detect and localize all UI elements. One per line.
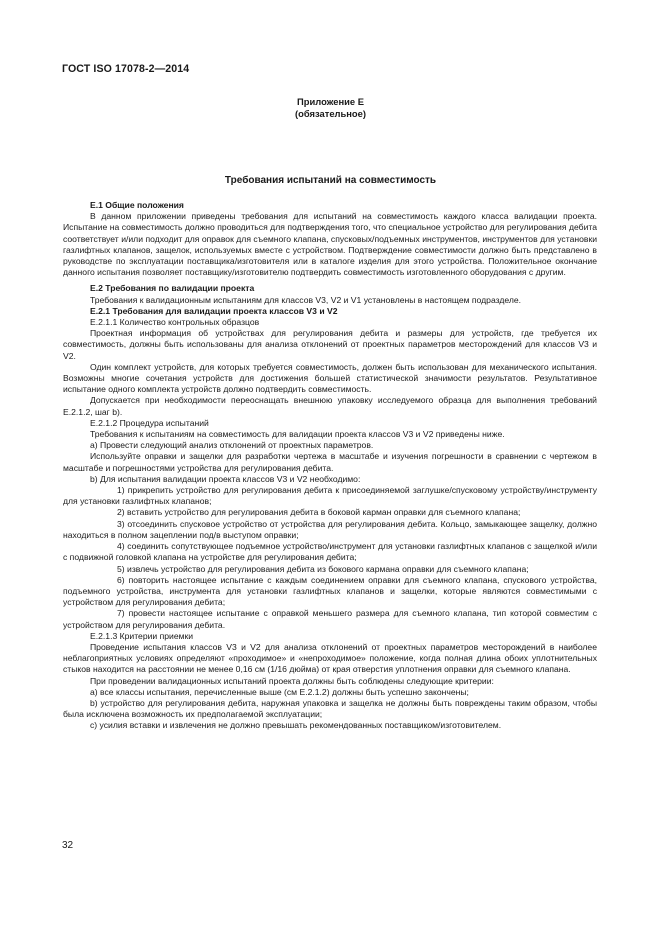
paragraph: Проектная информация об устройствах для регулирования дебита и размеры для устройств, где требуется их совместимость, должны быть использованы для анализа отклонений от проектных параметров месторождений для классов V3 и V2.	[63, 328, 597, 361]
paragraph: В данном приложении приведены требования для испытаний на совместимость каждого класса валидации проекта. Испытание на совместимость должно проводиться для подтверждения того, что специальное устройство для регулирования дебита соответствует и/или подходит для оправок для съемного клапана, спусковых/подъемных инструментов, инструментов для установки газлифтных клапанов, защелок, используемых вместе с устройством. Подтверждение совместимости должно быть представлено в руководстве по эксплуатации поставщика/изготовителя или в каталоге изделия для этого устройства. Положительное окончание данного испытания позволяет поставщику/изготовителю подтвердить совместимость изготовленного оборудования с другим.	[63, 211, 597, 278]
paragraph: Проведение испытания классов V3 и V2 для анализа отклонений от проектных параметров месторождений в наиболее неблагоприятных условиях определяют «проходимое» и «непроходимое» положение, когда полная длина обоих уплотнительных стыков находится на расстоянии не менее 0,16 см (1/16 дюйма) от края отверстия уплотнения оправки для съемного клапана.	[63, 641, 597, 675]
paragraph: Требования к валидационным испытаниям для классов V3, V2 и V1 установлены в настоящем подразделе.	[90, 294, 522, 305]
subheading-e213: Е.2.1.3 Критерии приемки	[90, 630, 194, 641]
step-1: 1) прикрепить устройство для регулирования дебита к присоединяемой заглушке/спусковому устройству/инструменту для установки газлифтных клапанов;	[63, 485, 597, 507]
step-2: 2) вставить устройство для регулирования дебита в боковой карман оправки для съемного клапана;	[117, 507, 521, 518]
criterion-c: с) усилия вставки и извлечения не должно превышать рекомендованных поставщиком/изготовителем.	[90, 720, 502, 731]
heading-e2: Е.2 Требования по валидации проекта	[90, 283, 255, 294]
subheading-e212: Е.2.1.2 Процедура испытаний	[90, 417, 209, 428]
step-3: 3) отсоединить спусковое устройство от устройства для регулирования дебита. Кольцо, замыкающее защелку, должно находиться в полном зацеплении под/в выступом оправки;	[63, 518, 597, 540]
heading-e21: Е.2.1 Требования для валидации проекта классов V3 и V2	[90, 305, 338, 316]
paragraph: Один комплект устройств, для которых требуется совместимость, должен быть использован для механического испытания. Возможны многие сочетания устройств для достижения большей статистической значимости результатов. Результативное испытание одного комплекта устройств должно подтвердить совместимость.	[63, 361, 597, 395]
paragraph: При проведении валидационных испытаний проекта должны быть соблюдены следующие критерии:	[90, 675, 494, 686]
list-item-a: а) Провести следующий анализ отклонений от проектных параметров.	[90, 440, 374, 451]
section-title: Требования испытаний на совместимость	[224, 175, 437, 186]
document-code: ГОСТ ISO 17078-2—2014	[62, 63, 190, 75]
paragraph: Требования к испытаниям на совместимость для валидации проекта классов V3 и V2 приведены ниже.	[90, 429, 505, 440]
page-number: 32	[62, 840, 74, 851]
step-6: 6) повторить настоящее испытание с каждым соединением оправки для съемного клапана, спускового устройства, подъемного устройства, инструмента для установки газлифтных клапанов и защелки, которые являются совместимыми с устройством для регулирования дебита;	[63, 574, 597, 608]
list-item-b: b) Для испытания валидации проекта классов V3 и V2 необходимо:	[90, 473, 361, 484]
step-7: 7) провести настоящее испытание с оправкой меньшего размера для съемного клапана, тип которой совместим с устройством для регулирования дебита.	[63, 608, 597, 630]
paragraph: Используйте оправки и защелки для разработки чертежа в масштабе и изучения погрешности в сравнении с чертежом в масштабе и погрешностями устройства для регулирования дебита.	[63, 451, 597, 473]
heading-e1: Е.1 Общие положения	[90, 200, 184, 210]
annex-subtitle: (обязательное)	[295, 108, 366, 119]
subheading-e211: Е.2.1.1 Количество контрольных образцов	[90, 317, 260, 328]
criterion-a: а) все классы испытания, перечисленные выше (см Е.2.1.2) должны быть успешно закончены;	[90, 686, 469, 697]
criterion-b: b) устройство для регулирования дебита, наружная упаковка и защелка не должны быть повреждены таким образом, чтобы была исключена возможность их предполагаемой эксплуатации;	[63, 697, 597, 720]
document-body	[63, 200, 597, 732]
annex-title: Приложение Е	[297, 96, 364, 107]
paragraph: Допускается при необходимости переоснащать внешнюю упаковку исследуемого образца для выполнения требований Е.2.1.2, шаг b).	[63, 395, 597, 417]
step-5: 5) извлечь устройство для регулирования дебита из бокового кармана оправки для съемного клапана;	[117, 563, 529, 574]
step-4: 4) соединить сопутствующее подъемное устройство/инструмент для установки газлифтных клапанов с защелкой и/или с подвижной головкой клапана на устройстве для регулирования дебита;	[63, 541, 597, 563]
